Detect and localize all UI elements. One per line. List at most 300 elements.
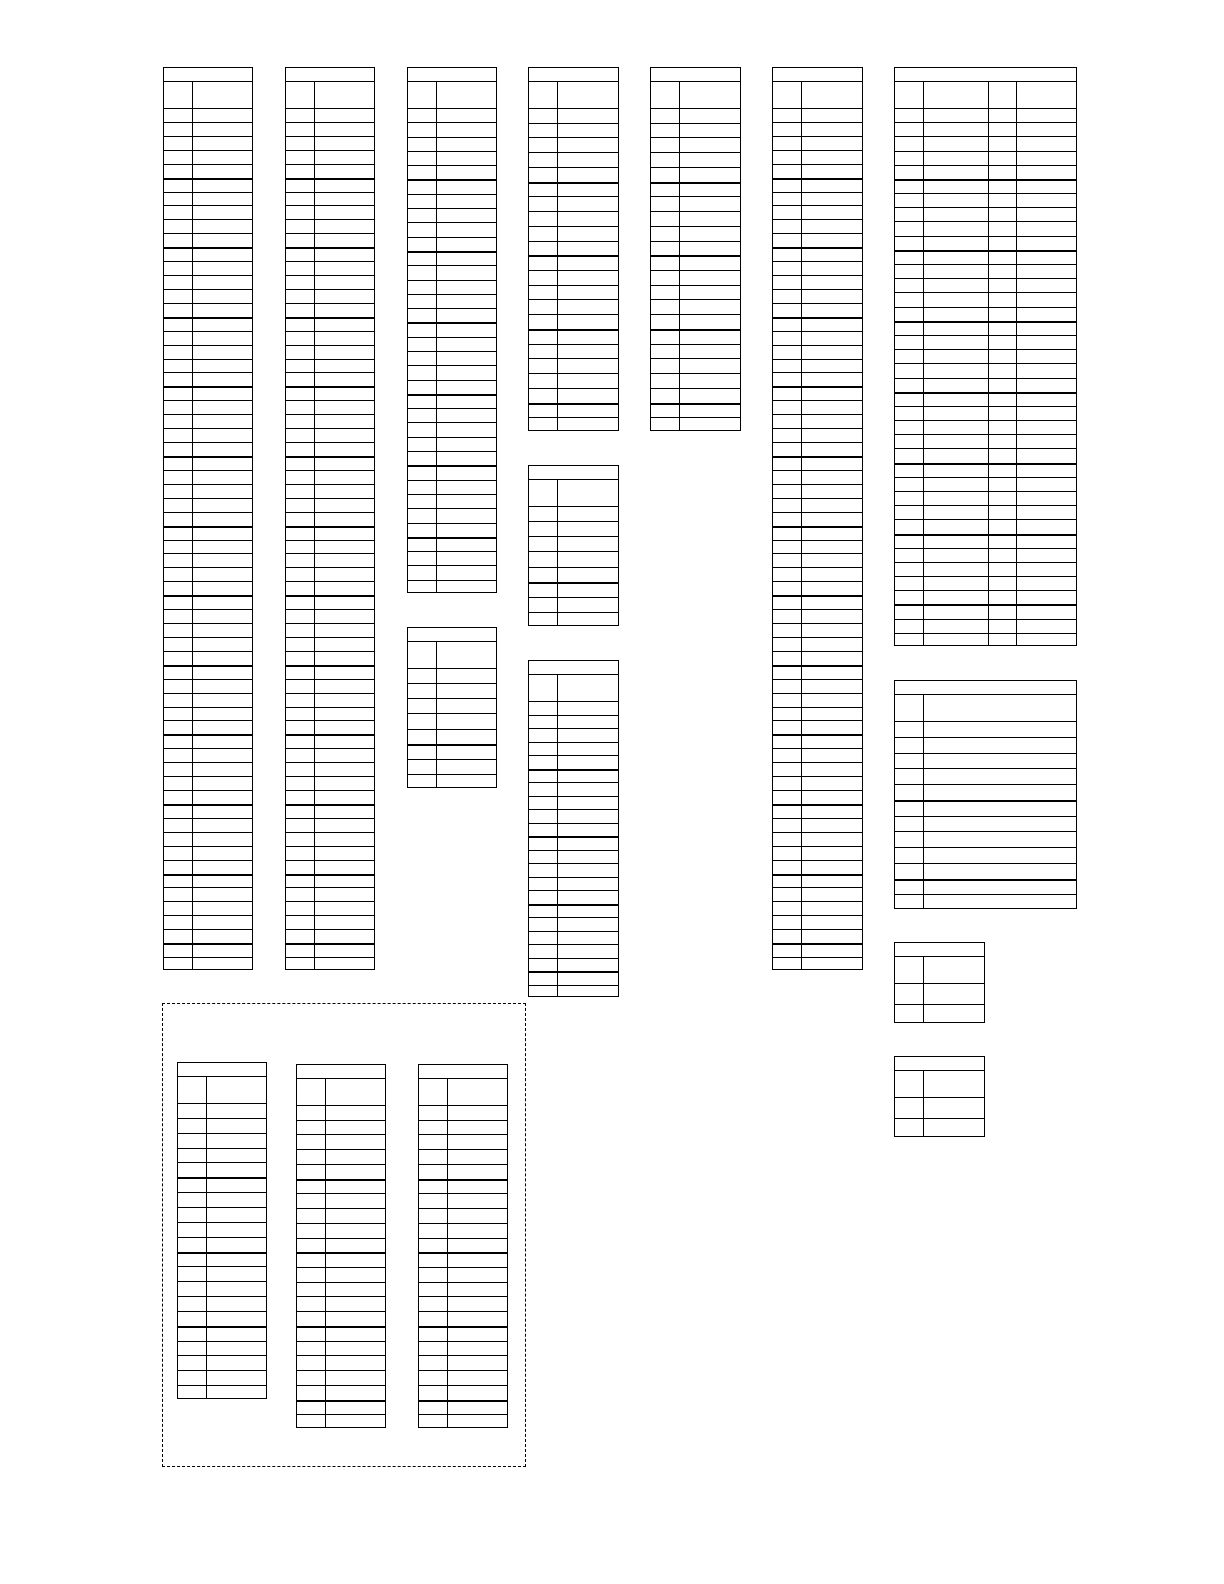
table-row [651,314,740,315]
table-row [164,637,252,638]
table-row [529,521,618,522]
table-row [286,331,374,332]
table-row [773,289,862,290]
table-header-line [529,479,618,480]
table-header-line [529,81,618,82]
table-row [773,526,862,528]
table-row [419,1238,507,1239]
table-row [286,762,374,763]
table-row [286,164,374,165]
table-row [164,456,252,458]
table-row [773,136,862,137]
table-row [408,580,496,581]
grid-table-2 [285,67,375,970]
table-row [773,359,862,360]
table-row [529,403,618,405]
table-row [164,512,252,513]
table-row [297,1296,385,1297]
table-row [419,1282,507,1283]
table-row [773,679,862,680]
grid-table-12 [894,942,985,1023]
table-row [529,904,618,906]
table-row [773,609,862,610]
table-row [286,595,374,597]
table-row [529,971,618,973]
table-row [286,317,374,319]
table-row [164,623,252,624]
table-row [529,755,618,756]
table-row [773,192,862,193]
table-row [164,553,252,554]
table-row [529,417,618,418]
grid-table-11 [894,680,1077,909]
table-row [297,1120,385,1121]
table-row [164,943,252,945]
table-row [408,494,496,495]
table-row [164,414,252,415]
table-row [529,167,618,168]
table-row [286,205,374,206]
table-row [773,372,862,373]
table-row [773,442,862,443]
table-row [529,123,618,124]
table-row [773,219,862,220]
table-row [529,742,618,743]
table-row [286,400,374,401]
table-row [297,1385,385,1386]
table-row [286,860,374,861]
table-row [286,303,374,304]
grid-table-6 [772,67,863,970]
table-row [773,651,862,652]
table-row [164,818,252,819]
table-row [164,372,252,373]
table-row [529,196,618,197]
table-row [529,612,618,613]
table-row [297,1164,385,1165]
table-row [164,470,252,471]
table-row [773,720,862,721]
table-colhead-line [895,1097,984,1098]
table-row [286,776,374,777]
table-row [529,241,618,242]
table-colhead-line [286,108,374,109]
table-row [286,623,374,624]
table-column-divider [557,674,558,996]
table-row [651,285,740,286]
table-row [408,565,496,566]
table-row [419,1208,507,1209]
table-column-divider [923,81,924,645]
table-column-divider [679,81,680,430]
table-row [178,1192,266,1193]
table-row [286,720,374,721]
table-row [419,1311,507,1312]
table-row [286,498,374,499]
table-row [651,373,740,374]
table-row [773,860,862,861]
table-row [529,769,618,771]
table-row [408,713,496,714]
table-row [286,428,374,429]
table-row [286,540,374,541]
table-row [178,1207,266,1208]
table-row [529,931,618,932]
table-row [419,1149,507,1150]
table-row [297,1134,385,1135]
table-row [286,707,374,708]
table-row [408,508,496,509]
table-row [419,1193,507,1194]
table-row [164,205,252,206]
table-row [164,261,252,262]
table-row [286,679,374,680]
table-row [408,151,496,152]
table-row [286,637,374,638]
table-row [408,451,496,452]
table-row [286,818,374,819]
table-row [164,233,252,234]
table-row [286,512,374,513]
table-row [529,255,618,257]
table-row [178,1133,266,1134]
table-row [286,943,374,945]
table-row [297,1326,385,1328]
table-row [164,526,252,528]
table-row [651,344,740,345]
table-row [408,683,496,684]
table-row [286,484,374,485]
table-row [286,289,374,290]
table-row [773,595,862,597]
table-row [529,373,618,374]
table-row [178,1326,266,1328]
table-row [286,581,374,582]
table-row [286,693,374,694]
table-row [164,887,252,888]
table-row [164,484,252,485]
table-row [773,762,862,763]
table-row [297,1341,385,1342]
table-row [529,823,618,824]
table-row [164,428,252,429]
table-row [164,178,252,180]
table-row [419,1326,507,1328]
grid-table-10 [528,660,619,997]
table-header-line [529,674,618,675]
table-row [529,917,618,918]
table-row [178,1148,266,1149]
table-header-line [895,956,984,957]
table-row [164,150,252,151]
table-row [651,226,740,227]
table-row [286,748,374,749]
table-row [408,551,496,552]
table-header-line [773,81,862,82]
table-header-line [895,1070,984,1071]
table-colhead-line [408,668,496,669]
table-row [529,597,618,598]
table-row [408,265,496,266]
table-row [297,1252,385,1254]
table-row [408,208,496,209]
table-row [286,887,374,888]
table-row [178,1370,266,1371]
table-row [164,846,252,847]
table-row [773,707,862,708]
table-row [286,150,374,151]
table-row [773,484,862,485]
table-row [164,832,252,833]
table-row [178,1162,266,1163]
table-colhead-line [529,108,618,109]
table-row [773,776,862,777]
table-column-divider [447,1078,448,1427]
table-row [419,1179,507,1181]
table-row [773,832,862,833]
table-row [773,150,862,151]
table-row [529,796,618,797]
table-row [164,581,252,582]
table-row [408,523,496,524]
table-colhead-line [164,108,252,109]
table-row [651,196,740,197]
table-row [164,331,252,332]
table-row [408,351,496,352]
table-row [286,665,374,667]
table-column-divider [436,81,437,592]
table-column-divider [1016,81,1017,645]
table-row [651,241,740,242]
table-column-divider [923,694,924,908]
table-row [773,331,862,332]
table-row [408,179,496,181]
table-header-line [419,1078,507,1079]
table-row [419,1341,507,1342]
table-row [651,329,740,331]
table-row [529,551,618,552]
table-row [408,365,496,366]
table-row [419,1370,507,1371]
table-row [651,255,740,257]
table-colhead-line [178,1103,266,1104]
table-row [164,860,252,861]
table-row [419,1120,507,1121]
table-row [286,386,374,388]
table-row [773,804,862,806]
table-row [773,275,862,276]
table-row [408,237,496,238]
table-row [408,222,496,223]
table-row [773,818,862,819]
table-row [419,1223,507,1224]
table-row [164,874,252,876]
table-row [164,345,252,346]
table-column-divider [923,1070,924,1136]
table-row [286,957,374,958]
table-row [529,944,618,945]
table-row [408,294,496,295]
table-row [419,1414,507,1415]
table-row [164,164,252,165]
table-row [286,219,374,220]
table-row [773,178,862,180]
table-row [773,205,862,206]
table-row [895,1004,984,1005]
table-row [178,1281,266,1282]
table-row [773,414,862,415]
table-row [895,1118,984,1119]
table-row [164,693,252,694]
table-row [286,414,374,415]
table-row [286,372,374,373]
table-row [529,836,618,838]
table-row [164,776,252,777]
table-column-divider [206,1076,207,1398]
table-row [286,804,374,806]
table-row [773,386,862,388]
table-row [286,470,374,471]
table-row [529,715,618,716]
table-row [773,734,862,736]
table-row [773,470,862,471]
table-row [297,1370,385,1371]
table-row [773,623,862,624]
table-row [419,1134,507,1135]
table-row [286,345,374,346]
table-row [408,322,496,324]
grid-table-15 [296,1064,386,1428]
table-row [164,804,252,806]
table-row [297,1414,385,1415]
table-row [419,1385,507,1386]
table-row [178,1296,266,1297]
table-header-line [408,81,496,82]
grid-table-14 [177,1062,267,1399]
table-row [773,428,862,429]
table-row [286,275,374,276]
table-row [408,251,496,253]
table-row [773,748,862,749]
table-row [651,211,740,212]
table-row [773,901,862,902]
table-row [164,442,252,443]
grid-table-16 [418,1064,508,1428]
table-row [773,303,862,304]
table-row [164,303,252,304]
table-row [164,192,252,193]
table-row [773,456,862,458]
table-row [773,261,862,262]
table-row [773,164,862,165]
table-row [773,581,862,582]
table-row [408,698,496,699]
table-colhead-line [773,108,862,109]
table-row [297,1149,385,1150]
table-row [529,582,618,584]
grid-table-13 [894,1056,985,1137]
table-row [164,748,252,749]
table-column-divider [557,479,558,625]
table-row [408,165,496,166]
table-row [408,308,496,309]
table-row [286,929,374,930]
table-row [286,553,374,554]
table-row [408,394,496,396]
table-row [164,317,252,319]
table-row [773,790,862,791]
table-row [408,380,496,381]
table-row [286,832,374,833]
table-row [297,1282,385,1283]
table-row [419,1267,507,1268]
table-row [773,498,862,499]
table-row [773,317,862,319]
table-row [408,537,496,539]
table-row [178,1341,266,1342]
table-row [286,178,374,180]
table-row [419,1164,507,1165]
table-row [164,707,252,708]
table-row [178,1237,266,1238]
table-row [164,762,252,763]
table-row [773,247,862,249]
table-row [164,957,252,958]
table-row [164,720,252,721]
table-row [286,247,374,249]
table-row [164,929,252,930]
table-row [164,665,252,667]
table-row [529,299,618,300]
table-row [286,901,374,902]
table-row [651,167,740,168]
table-row [773,957,862,958]
table-row [419,1400,507,1402]
table-column-divider [314,81,315,969]
table-row [286,874,374,876]
table-header-line [286,81,374,82]
table-row [773,693,862,694]
table-colhead-line [419,1105,507,1106]
table-row [651,182,740,184]
table-row [651,123,740,124]
table-row [297,1238,385,1239]
table-row [419,1296,507,1297]
table-row [773,887,862,888]
table-row [651,137,740,138]
table-row [286,790,374,791]
table-row [773,122,862,123]
table-row [773,846,862,847]
table-row [286,136,374,137]
table-colhead-line [529,701,618,702]
table-column-divider [988,81,989,645]
table-row [408,774,496,775]
table-row [178,1118,266,1119]
table-row [529,809,618,810]
table-row [773,929,862,930]
table-row [773,665,862,667]
table-column-divider [923,956,924,1022]
table-header-line [178,1076,266,1077]
table-row [408,480,496,481]
table-colhead-line [529,506,618,507]
table-row [651,358,740,359]
table-row [178,1385,266,1386]
table-row [164,567,252,568]
table-row [286,526,374,528]
table-row [297,1267,385,1268]
